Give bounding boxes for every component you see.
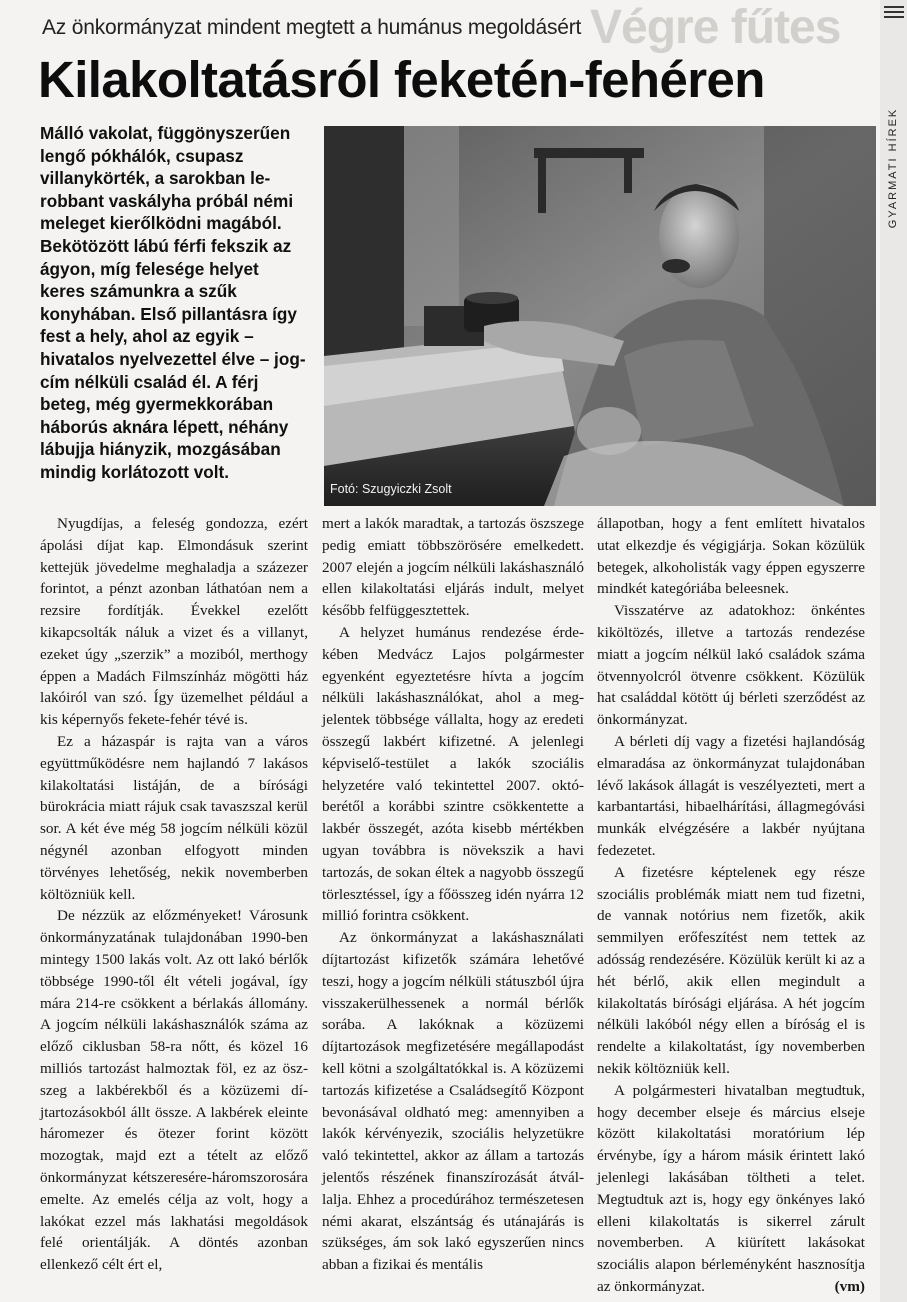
section-label: GYARMATI HÍREK	[887, 107, 899, 229]
author-signature: (vm)	[834, 1277, 865, 1295]
paragraph: A bérleti díj vagy a fizetési hajlandóság elmaradása az önkormányzat tulajdonában lévő lakások állagát is veszélyezteti, mert a karbantartási, hibaelhárítási, állagmegóvási munkák elvégzésére a lakbér nyújtana fedezetet.	[597, 732, 865, 859]
headline: Kilakoltatásról feketén-fehéren	[38, 51, 765, 108]
paragraph	[597, 1080, 865, 1298]
article-column-2	[322, 513, 584, 1276]
paragraph: Visszatérve az adatokhoz: önkéntes kiköltözés, illetve a tartozás rendezése miatt a jogcím nélkül lakó családok száma ötvennyolcról ötvenre csökkent. Közülük hat családdal kötött új bérleti szerződést az önkormányzat.	[597, 602, 865, 729]
article-column-1	[40, 513, 308, 1276]
article-column-3	[597, 513, 865, 1298]
sidebar-rule-lines	[884, 6, 904, 21]
paragraph-text: A polgármesteri hivatalban megtudtuk, hogy december elseje és március elseje között kilakoltatási moratórium lép érvénybe, így a három másik érintett lakó jelenlegi lakásában töltheti a telet. Megtudtuk azt is, hogy egy önkényes lakó elleni kilakoltatás is sikerrel zárult novemberben. A kiürített lakásokat szociális alapon bérleményként hasznosítja az önkormányzat.	[597, 1081, 865, 1295]
paragraph: mert a lakók maradtak, a tartozás öszszege pedig emiatt többszörösére emelkedett. 2007 elején a jogcím nélküli lakáshasználó ellen kilakoltatási eljárás indult, melyet később felfüggesztettek.	[322, 515, 584, 620]
article-photo	[324, 126, 876, 506]
paragraph: Nyugdíjas, a feleség gondozza, ezért ápolási díjat kap. Elmondásuk szerint kettejük jövedelme meghaladja a százezer forintot, a pénzt azonban láthatóan nem a rezsire fordítják. Évekkel ezelőtt kikapcsolták náluk a vizet és a villanyt, ezeket úgy „szerzik” a moziból, merthogy éppen a Madách Filmszínház mögötti ház lakóiról van szó. Így üzemelhet például a kis képernyős fekete-fehér tévé is.	[40, 515, 308, 729]
adjacent-article-headline: Végre fűtes	[590, 1, 841, 54]
kicker: Az önkormányzat mindent megtett a humánus megoldásért	[42, 16, 582, 39]
paragraph: De nézzük az előzményeket! Városunk önkormányzatának tulajdonában 1990-ben mintegy 1500 lakás volt. Az ott lakó bérlők többsége 1990-től élt vételi jogával, így mára 214-re csökkent a bérlakás állomány. A jogcím nélküli lakáshasználók száma az előző ciklusban 58-ra nőtt, és közel 16 milliós tartozást halmoztak föl, ez az öszszeg a lakbérekből és a közüzemi díjtartozásokból állt össze. A lakbérek eleinte háromezer és ötezer forint között mozogtak, majd ezt a tételt az előző önkormányzat kétszeresére-háromszorosára emelte. Az emelés célja az volt, hogy a lakókat ezzel más lakhatási megoldások felé orientálják. A döntés azonban ellenkező célt ért el,	[40, 907, 308, 1274]
photo-man-in-kitchen	[324, 126, 876, 506]
paragraph: A fizetésre képtelenek egy része szociális problémák miatt nem tud fizetni, de vannak notórius nem fizetők, akik semmilyen erőfeszítést nem tettek az adósság rendezésére. Közülük került ki az a hét bérlő, akik ellen megindult a kilakoltatás bírósági eljárása. A hét jogcím nélküli lakóból négy ellen a bíróság el is rendelte a kilakoltatást, így novemberben nekik költözniük kell.	[597, 863, 865, 1077]
paragraph: állapotban, hogy a fent említett hivatalos utat elkezdje és végigjárja. Sokan közülük betegek, alkoholisták vagy éppen egyszerre mindkét kategóriába beleesnek.	[597, 515, 865, 598]
paragraph: A helyzet humánus rendezése érdekében Medvácz Lajos polgármester egyenként egyeztetésre hívta a jogcím nélküli lakáshasználókat, ahol a megjelentek többsége vállalta, hogy az eredeti összegű lakbért kifizetné. A jelenlegi képviselő-testület a lakók szociális helyzetére való tekintettel 2007. októberétől a korábbi szintre csökkentette a lakbér összegét, azóta kisebb mértékben ugyan továbbra is növekszik a havi tartozás, de sokan éltek a nagyobb összegű törlesztéssel, így a főösszeg idén nyárra 12 millió forintra csökkent.	[322, 623, 584, 925]
paragraph: Ez a házaspár is rajta van a város együttműködésre nem hajlandó 7 lakásos kilakoltatási listáján, de a bírósági bürokrácia miatt rájuk csak tavaszszal kerül sor. A két éve még 58 jogcím nélküli közül négynél azonban elfogyott minden törvényes lehetőség, nekik novemberben költözniük kell.	[40, 732, 308, 903]
photo-credit: Fotó: Szugyiczki Zsolt	[330, 482, 452, 496]
paragraph: Az önkormányzat a lakáshasználati díjtartozást kifizetők számára lehetővé teszi, hogy a jogcím nélküli státuszból újra visszakerülhessenek a normál bérlők sorába. A lakóknak a közüzemi díjtartozások megfizetésére megállapodást kell kötni a szolgáltatókkal is. A közüzemi tartozás kifizetése a Családsegítő Központ bevonásával oldható meg: amennyiben a lakók kérvényezik, szociális helyzetükre való tekintettel, akkor az állam a tartozás jelentős részének finanszírozását átvállalja. Ehhez a procedúrához természetesen némi akarat, elszántság és utánajárás is szükséges, ám sok lakó egyszerűen nincs abban a fizikai és mentális	[322, 929, 584, 1274]
lead-paragraph: Málló vakolat, függönyszerűen lengő pókhálók, csupasz villanykörték, a sarokban lerobbant vaskályha próbál némi meleget kierőlködni magából. Bekötözött lábú férfi fekszik az ágyon, míg felesége helyet keres számunkra a szűk konyhában. Első pillantásra így fest a hely, ahol az egyik – hivatalos nyelvezettel élve – jogcím nélküli család él. A férj beteg, még gyermekkorában háborús aknára lépett, néhány lábujja hiányzik, mozgásában mindig korlátozott volt.	[40, 123, 306, 482]
